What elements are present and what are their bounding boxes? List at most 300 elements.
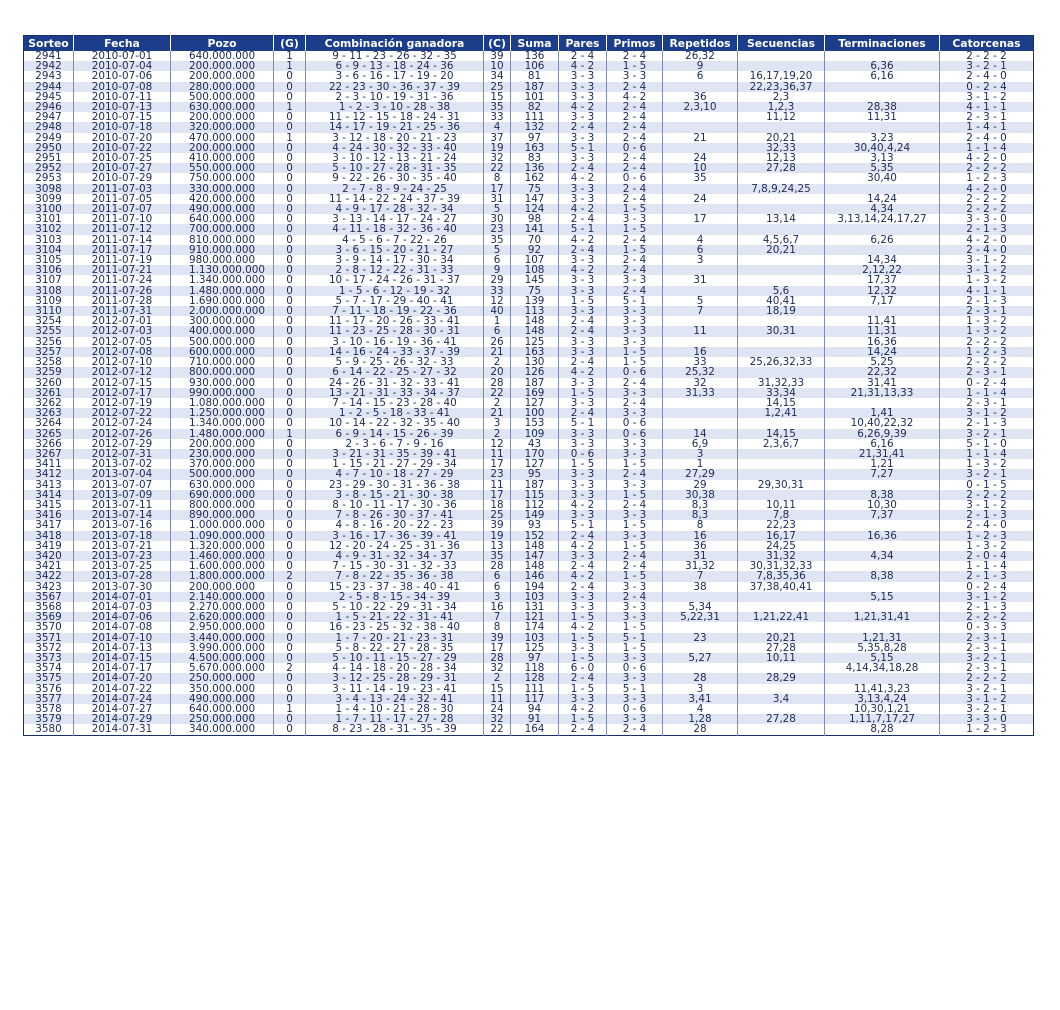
cell-comodin: 6 bbox=[484, 255, 511, 265]
cell-sorteo: 3569 bbox=[24, 612, 74, 622]
cell-catorcenas: 4 - 1 - 1 bbox=[940, 286, 1034, 296]
cell-secuencias: 11,12 bbox=[738, 112, 825, 122]
cell-fecha: 2012-07-19 bbox=[74, 398, 171, 408]
cell-combinacion: 1 - 15 - 21 - 27 - 29 - 34 bbox=[306, 459, 484, 469]
cell-combinacion: 4 - 5 - 6 - 7 - 22 - 26 bbox=[306, 235, 484, 245]
table-row bbox=[24, 357, 1034, 367]
cell-terminaciones: 8,28 bbox=[825, 724, 940, 735]
cell-fecha: 2014-07-20 bbox=[74, 673, 171, 683]
cell-catorcenas: 3 - 2 - 1 bbox=[940, 61, 1034, 71]
cell-suma: 115 bbox=[511, 490, 559, 500]
cell-comodin: 6 bbox=[484, 326, 511, 336]
cell-pozo: 2.620.000.000 bbox=[171, 612, 274, 622]
table-row bbox=[24, 582, 1034, 592]
cell-catorcenas: 3 - 2 - 1 bbox=[940, 704, 1034, 714]
cell-pares: 3 - 3 bbox=[559, 439, 607, 449]
cell-sorteo: 2948 bbox=[24, 122, 74, 132]
table-row bbox=[24, 194, 1034, 204]
cell-pares: 5 - 1 bbox=[559, 224, 607, 234]
cell-secuencias: 25,26,32,33 bbox=[738, 357, 825, 367]
cell-primos: 1 - 5 bbox=[607, 520, 663, 530]
cell-primos: 2 - 4 bbox=[607, 122, 663, 132]
cell-comodin: 1 bbox=[484, 316, 511, 326]
cell-terminaciones bbox=[825, 520, 940, 530]
cell-pozo: 500.000.000 bbox=[171, 337, 274, 347]
cell-suma: 75 bbox=[511, 286, 559, 296]
cell-primos: 0 - 6 bbox=[607, 429, 663, 439]
cell-ganadores: 1 bbox=[274, 429, 306, 439]
column-header-pares: Pares bbox=[559, 36, 607, 52]
cell-secuencias bbox=[738, 255, 825, 265]
cell-pozo: 1.800.000.000 bbox=[171, 571, 274, 581]
cell-pozo: 230.000.000 bbox=[171, 449, 274, 459]
cell-fecha: 2014-07-08 bbox=[74, 622, 171, 632]
cell-repetidos: 8,3 bbox=[663, 510, 738, 520]
cell-combinacion: 1 - 2 - 5 - 18 - 33 - 41 bbox=[306, 408, 484, 418]
cell-pozo: 980.000.000 bbox=[171, 255, 274, 265]
cell-repetidos: 6,9 bbox=[663, 439, 738, 449]
cell-catorcenas: 2 - 3 - 1 bbox=[940, 398, 1034, 408]
cell-suma: 121 bbox=[511, 612, 559, 622]
cell-terminaciones: 8,38 bbox=[825, 571, 940, 581]
cell-pares: 1 - 5 bbox=[559, 388, 607, 398]
cell-suma: 148 bbox=[511, 541, 559, 551]
cell-primos: 1 - 5 bbox=[607, 490, 663, 500]
cell-pozo: 810.000.000 bbox=[171, 235, 274, 245]
column-header-secuencias: Secuencias bbox=[738, 36, 825, 52]
cell-pozo: 640.000.000 bbox=[171, 51, 274, 61]
table-row bbox=[24, 112, 1034, 122]
cell-suma: 169 bbox=[511, 388, 559, 398]
cell-suma: 149 bbox=[511, 510, 559, 520]
cell-primos: 2 - 4 bbox=[607, 255, 663, 265]
cell-fecha: 2014-07-17 bbox=[74, 663, 171, 673]
column-header-repetidos: Repetidos bbox=[663, 36, 738, 52]
cell-repetidos: 1 bbox=[663, 459, 738, 469]
cell-terminaciones: 5,35,8,28 bbox=[825, 643, 940, 653]
cell-catorcenas: 0 - 2 - 4 bbox=[940, 582, 1034, 592]
cell-repetidos bbox=[663, 622, 738, 632]
cell-combinacion: 7 - 15 - 30 - 31 - 32 - 33 bbox=[306, 561, 484, 571]
cell-comodin: 2 bbox=[484, 429, 511, 439]
cell-repetidos: 16 bbox=[663, 347, 738, 357]
cell-repetidos: 30,38 bbox=[663, 490, 738, 500]
cell-primos: 2 - 4 bbox=[607, 235, 663, 245]
cell-comodin: 39 bbox=[484, 520, 511, 530]
cell-fecha: 2012-07-08 bbox=[74, 347, 171, 357]
column-header-comodin: (C) bbox=[484, 36, 511, 52]
cell-sorteo: 3267 bbox=[24, 449, 74, 459]
cell-secuencias: 3,4 bbox=[738, 694, 825, 704]
cell-comodin: 34 bbox=[484, 71, 511, 81]
cell-ganadores: 0 bbox=[274, 245, 306, 255]
cell-ganadores: 2 bbox=[274, 571, 306, 581]
cell-fecha: 2012-07-22 bbox=[74, 408, 171, 418]
cell-primos: 3 - 3 bbox=[607, 531, 663, 541]
cell-ganadores: 0 bbox=[274, 582, 306, 592]
cell-pares: 2 - 4 bbox=[559, 357, 607, 367]
cell-terminaciones: 10,40,22,32 bbox=[825, 418, 940, 428]
cell-sorteo: 3258 bbox=[24, 357, 74, 367]
cell-comodin: 22 bbox=[484, 163, 511, 173]
cell-primos: 2 - 4 bbox=[607, 163, 663, 173]
cell-catorcenas: 2 - 1 - 3 bbox=[940, 571, 1034, 581]
cell-comodin: 39 bbox=[484, 51, 511, 61]
cell-fecha: 2011-07-28 bbox=[74, 296, 171, 306]
cell-repetidos: 7 bbox=[663, 571, 738, 581]
cell-comodin: 23 bbox=[484, 224, 511, 234]
cell-secuencias: 5,6 bbox=[738, 286, 825, 296]
cell-suma: 82 bbox=[511, 102, 559, 112]
cell-secuencias bbox=[738, 316, 825, 326]
table-row bbox=[24, 663, 1034, 673]
cell-sorteo: 3419 bbox=[24, 541, 74, 551]
cell-combinacion: 5 - 7 - 17 - 29 - 40 - 41 bbox=[306, 296, 484, 306]
cell-fecha: 2012-07-03 bbox=[74, 326, 171, 336]
cell-fecha: 2013-07-04 bbox=[74, 469, 171, 479]
cell-combinacion: 2 - 7 - 8 - 9 - 24 - 25 bbox=[306, 184, 484, 194]
cell-ganadores: 0 bbox=[274, 265, 306, 275]
cell-fecha: 2014-07-01 bbox=[74, 592, 171, 602]
cell-pozo: 600.000.000 bbox=[171, 347, 274, 357]
cell-terminaciones: 5,25 bbox=[825, 357, 940, 367]
cell-pozo: 200.000.000 bbox=[171, 143, 274, 153]
cell-pozo: 410.000.000 bbox=[171, 153, 274, 163]
cell-comodin: 28 bbox=[484, 653, 511, 663]
cell-combinacion: 10 - 14 - 22 - 32 - 35 - 40 bbox=[306, 418, 484, 428]
cell-fecha: 2014-07-27 bbox=[74, 704, 171, 714]
cell-secuencias: 14,15 bbox=[738, 429, 825, 439]
cell-sorteo: 3103 bbox=[24, 235, 74, 245]
cell-catorcenas: 2 - 3 - 1 bbox=[940, 306, 1034, 316]
cell-secuencias bbox=[738, 173, 825, 183]
cell-sorteo: 3414 bbox=[24, 490, 74, 500]
cell-pozo: 1.480.000.000 bbox=[171, 429, 274, 439]
table-row bbox=[24, 255, 1034, 265]
cell-primos: 3 - 3 bbox=[607, 612, 663, 622]
cell-secuencias bbox=[738, 51, 825, 61]
cell-combinacion: 11 - 23 - 25 - 28 - 30 - 31 bbox=[306, 326, 484, 336]
cell-pares: 4 - 2 bbox=[559, 61, 607, 71]
cell-terminaciones: 22,32 bbox=[825, 367, 940, 377]
cell-comodin: 4 bbox=[484, 122, 511, 132]
cell-secuencias bbox=[738, 347, 825, 357]
cell-terminaciones bbox=[825, 673, 940, 683]
cell-terminaciones bbox=[825, 82, 940, 92]
cell-suma: 81 bbox=[511, 71, 559, 81]
cell-fecha: 2012-07-15 bbox=[74, 378, 171, 388]
cell-fecha: 2013-07-25 bbox=[74, 561, 171, 571]
cell-secuencias: 10,11 bbox=[738, 500, 825, 510]
cell-combinacion: 10 - 17 - 24 - 26 - 31 - 37 bbox=[306, 275, 484, 285]
cell-sorteo: 3264 bbox=[24, 418, 74, 428]
table-row bbox=[24, 388, 1034, 398]
cell-fecha: 2012-07-01 bbox=[74, 316, 171, 326]
cell-terminaciones: 17,37 bbox=[825, 275, 940, 285]
cell-sorteo: 3413 bbox=[24, 480, 74, 490]
cell-pares: 3 - 3 bbox=[559, 592, 607, 602]
cell-pares: 1 - 5 bbox=[559, 684, 607, 694]
cell-fecha: 2011-07-26 bbox=[74, 286, 171, 296]
cell-combinacion: 3 - 13 - 14 - 17 - 24 - 27 bbox=[306, 214, 484, 224]
cell-sorteo: 3261 bbox=[24, 388, 74, 398]
cell-pares: 1 - 5 bbox=[559, 714, 607, 724]
cell-repetidos bbox=[663, 398, 738, 408]
table-row bbox=[24, 61, 1034, 71]
cell-catorcenas: 3 - 1 - 2 bbox=[940, 92, 1034, 102]
cell-ganadores: 0 bbox=[274, 439, 306, 449]
cell-suma: 139 bbox=[511, 296, 559, 306]
cell-repetidos: 36 bbox=[663, 541, 738, 551]
cell-secuencias: 2,3 bbox=[738, 92, 825, 102]
cell-primos: 2 - 4 bbox=[607, 561, 663, 571]
cell-pozo: 400.000.000 bbox=[171, 326, 274, 336]
cell-fecha: 2013-07-07 bbox=[74, 480, 171, 490]
table-row bbox=[24, 337, 1034, 347]
cell-suma: 136 bbox=[511, 51, 559, 61]
table-row bbox=[24, 633, 1034, 643]
cell-suma: 127 bbox=[511, 398, 559, 408]
cell-terminaciones: 2,12,22 bbox=[825, 265, 940, 275]
cell-combinacion: 22 - 23 - 30 - 36 - 37 - 39 bbox=[306, 82, 484, 92]
cell-sorteo: 3422 bbox=[24, 571, 74, 581]
cell-sorteo: 3254 bbox=[24, 316, 74, 326]
cell-suma: 124 bbox=[511, 204, 559, 214]
cell-primos: 3 - 3 bbox=[607, 480, 663, 490]
cell-secuencias: 2,3,6,7 bbox=[738, 439, 825, 449]
cell-combinacion: 3 - 6 - 15 - 20 - 21 - 27 bbox=[306, 245, 484, 255]
cell-fecha: 2013-07-21 bbox=[74, 541, 171, 551]
cell-pozo: 1.000.000.000 bbox=[171, 520, 274, 530]
cell-sorteo: 3567 bbox=[24, 592, 74, 602]
cell-suma: 94 bbox=[511, 704, 559, 714]
cell-comodin: 12 bbox=[484, 439, 511, 449]
cell-pozo: 1.690.000.000 bbox=[171, 296, 274, 306]
cell-suma: 107 bbox=[511, 255, 559, 265]
cell-ganadores: 2 bbox=[274, 663, 306, 673]
cell-primos: 2 - 4 bbox=[607, 378, 663, 388]
cell-repetidos: 28 bbox=[663, 724, 738, 735]
cell-pares: 4 - 2 bbox=[559, 704, 607, 714]
cell-pares: 2 - 4 bbox=[559, 582, 607, 592]
cell-repetidos: 31,32 bbox=[663, 561, 738, 571]
cell-secuencias: 22,23 bbox=[738, 520, 825, 530]
cell-comodin: 21 bbox=[484, 347, 511, 357]
cell-repetidos: 33 bbox=[663, 357, 738, 367]
cell-pozo: 2.270.000.000 bbox=[171, 602, 274, 612]
cell-fecha: 2010-07-27 bbox=[74, 163, 171, 173]
cell-sorteo: 3265 bbox=[24, 429, 74, 439]
cell-suma: 174 bbox=[511, 622, 559, 632]
cell-suma: 108 bbox=[511, 265, 559, 275]
cell-sorteo: 3574 bbox=[24, 663, 74, 673]
cell-combinacion: 8 - 23 - 28 - 31 - 35 - 39 bbox=[306, 724, 484, 735]
cell-primos: 3 - 3 bbox=[607, 337, 663, 347]
cell-pozo: 370.000.000 bbox=[171, 459, 274, 469]
cell-pozo: 910.000.000 bbox=[171, 245, 274, 255]
cell-combinacion: 7 - 11 - 18 - 19 - 22 - 36 bbox=[306, 306, 484, 316]
cell-sorteo: 3259 bbox=[24, 367, 74, 377]
cell-ganadores: 0 bbox=[274, 408, 306, 418]
cell-suma: 75 bbox=[511, 184, 559, 194]
cell-secuencias: 31,32 bbox=[738, 551, 825, 561]
cell-sorteo: 2946 bbox=[24, 102, 74, 112]
cell-primos: 2 - 4 bbox=[607, 500, 663, 510]
cell-terminaciones: 21,31,41 bbox=[825, 449, 940, 459]
cell-suma: 109 bbox=[511, 429, 559, 439]
cell-pares: 5 - 1 bbox=[559, 143, 607, 153]
cell-combinacion: 1 - 5 - 21 - 22 - 31 - 41 bbox=[306, 612, 484, 622]
table-row bbox=[24, 398, 1034, 408]
cell-secuencias: 10,11 bbox=[738, 653, 825, 663]
cell-primos: 3 - 3 bbox=[607, 582, 663, 592]
cell-sorteo: 3099 bbox=[24, 194, 74, 204]
cell-secuencias: 32,33 bbox=[738, 143, 825, 153]
cell-secuencias: 33,34 bbox=[738, 388, 825, 398]
cell-secuencias bbox=[738, 265, 825, 275]
table-row bbox=[24, 143, 1034, 153]
cell-fecha: 2013-07-18 bbox=[74, 531, 171, 541]
cell-suma: 187 bbox=[511, 378, 559, 388]
cell-suma: 163 bbox=[511, 347, 559, 357]
cell-secuencias bbox=[738, 61, 825, 71]
cell-pares: 3 - 3 bbox=[559, 275, 607, 285]
cell-repetidos bbox=[663, 418, 738, 428]
cell-primos: 2 - 4 bbox=[607, 265, 663, 275]
cell-terminaciones: 10,30 bbox=[825, 500, 940, 510]
cell-repetidos: 5 bbox=[663, 296, 738, 306]
cell-sorteo: 3110 bbox=[24, 306, 74, 316]
table-row bbox=[24, 429, 1034, 439]
cell-fecha: 2014-07-29 bbox=[74, 714, 171, 724]
cell-sorteo: 2947 bbox=[24, 112, 74, 122]
cell-pares: 3 - 3 bbox=[559, 255, 607, 265]
cell-primos: 2 - 4 bbox=[607, 153, 663, 163]
cell-suma: 106 bbox=[511, 61, 559, 71]
cell-pares: 3 - 3 bbox=[559, 194, 607, 204]
cell-primos: 3 - 3 bbox=[607, 326, 663, 336]
cell-comodin: 24 bbox=[484, 704, 511, 714]
cell-primos: 1 - 5 bbox=[607, 571, 663, 581]
cell-fecha: 2013-07-28 bbox=[74, 571, 171, 581]
cell-pozo: 2.000.000.000 bbox=[171, 306, 274, 316]
cell-terminaciones bbox=[825, 541, 940, 551]
cell-ganadores: 1 bbox=[274, 102, 306, 112]
cell-primos: 3 - 3 bbox=[607, 439, 663, 449]
cell-primos: 4 - 2 bbox=[607, 92, 663, 102]
cell-terminaciones: 11,41 bbox=[825, 316, 940, 326]
cell-primos: 3 - 3 bbox=[607, 653, 663, 663]
cell-repetidos: 6 bbox=[663, 245, 738, 255]
cell-catorcenas: 2 - 1 - 3 bbox=[940, 296, 1034, 306]
cell-terminaciones: 1,11,7,17,27 bbox=[825, 714, 940, 724]
cell-fecha: 2012-07-24 bbox=[74, 418, 171, 428]
cell-pares: 3 - 3 bbox=[559, 378, 607, 388]
cell-comodin: 6 bbox=[484, 582, 511, 592]
cell-pares: 3 - 3 bbox=[559, 510, 607, 520]
cell-secuencias: 18,19 bbox=[738, 306, 825, 316]
cell-fecha: 2012-07-26 bbox=[74, 429, 171, 439]
cell-catorcenas: 2 - 4 - 0 bbox=[940, 245, 1034, 255]
cell-repetidos: 31 bbox=[663, 275, 738, 285]
cell-pares: 4 - 2 bbox=[559, 102, 607, 112]
cell-pozo: 750.000.000 bbox=[171, 173, 274, 183]
cell-repetidos: 3 bbox=[663, 449, 738, 459]
cell-comodin: 29 bbox=[484, 275, 511, 285]
cell-catorcenas: 4 - 1 - 1 bbox=[940, 102, 1034, 112]
cell-catorcenas: 0 - 2 - 4 bbox=[940, 378, 1034, 388]
cell-fecha: 2011-07-31 bbox=[74, 306, 171, 316]
cell-combinacion: 3 - 10 - 16 - 19 - 36 - 41 bbox=[306, 337, 484, 347]
cell-comodin: 37 bbox=[484, 133, 511, 143]
cell-suma: 194 bbox=[511, 582, 559, 592]
cell-pozo: 930.000.000 bbox=[171, 378, 274, 388]
cell-ganadores: 0 bbox=[274, 224, 306, 234]
cell-pares: 1 - 5 bbox=[559, 653, 607, 663]
table-row bbox=[24, 714, 1034, 724]
table-row bbox=[24, 163, 1034, 173]
cell-sorteo: 2952 bbox=[24, 163, 74, 173]
cell-secuencias bbox=[738, 684, 825, 694]
cell-catorcenas: 3 - 2 - 1 bbox=[940, 469, 1034, 479]
cell-sorteo: 3572 bbox=[24, 643, 74, 653]
cell-comodin: 2 bbox=[484, 357, 511, 367]
cell-sorteo: 3577 bbox=[24, 694, 74, 704]
table-row bbox=[24, 439, 1034, 449]
cell-pozo: 350.000.000 bbox=[171, 684, 274, 694]
cell-catorcenas: 2 - 1 - 3 bbox=[940, 602, 1034, 612]
cell-catorcenas: 2 - 1 - 3 bbox=[940, 510, 1034, 520]
cell-secuencias bbox=[738, 592, 825, 602]
cell-repetidos: 24 bbox=[663, 194, 738, 204]
cell-terminaciones: 6,16 bbox=[825, 71, 940, 81]
table-row bbox=[24, 71, 1034, 81]
cell-catorcenas: 2 - 2 - 2 bbox=[940, 194, 1034, 204]
cell-comodin: 17 bbox=[484, 490, 511, 500]
cell-catorcenas: 4 - 2 - 0 bbox=[940, 153, 1034, 163]
cell-sorteo: 2944 bbox=[24, 82, 74, 92]
cell-pozo: 420.000.000 bbox=[171, 194, 274, 204]
cell-repetidos: 36 bbox=[663, 92, 738, 102]
cell-secuencias: 29,30,31 bbox=[738, 480, 825, 490]
column-header-sorteo: Sorteo bbox=[24, 36, 74, 52]
cell-terminaciones: 14,24 bbox=[825, 194, 940, 204]
cell-ganadores: 1 bbox=[274, 51, 306, 61]
cell-comodin: 7 bbox=[484, 612, 511, 622]
cell-secuencias bbox=[738, 122, 825, 132]
cell-fecha: 2010-07-20 bbox=[74, 133, 171, 143]
cell-suma: 103 bbox=[511, 592, 559, 602]
cell-catorcenas: 3 - 1 - 2 bbox=[940, 592, 1034, 602]
cell-comodin: 32 bbox=[484, 663, 511, 673]
cell-sorteo: 3411 bbox=[24, 459, 74, 469]
cell-sorteo: 3098 bbox=[24, 184, 74, 194]
cell-catorcenas: 2 - 2 - 2 bbox=[940, 163, 1034, 173]
cell-suma: 163 bbox=[511, 143, 559, 153]
cell-pozo: 250.000.000 bbox=[171, 714, 274, 724]
cell-suma: 111 bbox=[511, 684, 559, 694]
cell-pares: 3 - 3 bbox=[559, 602, 607, 612]
cell-pozo: 5.670.000.000 bbox=[171, 663, 274, 673]
table-row bbox=[24, 694, 1034, 704]
cell-ganadores: 0 bbox=[274, 469, 306, 479]
cell-ganadores: 0 bbox=[274, 184, 306, 194]
cell-sorteo: 3256 bbox=[24, 337, 74, 347]
cell-pares: 1 - 5 bbox=[559, 633, 607, 643]
cell-pares: 3 - 3 bbox=[559, 398, 607, 408]
cell-pares: 3 - 3 bbox=[559, 184, 607, 194]
table-row bbox=[24, 469, 1034, 479]
